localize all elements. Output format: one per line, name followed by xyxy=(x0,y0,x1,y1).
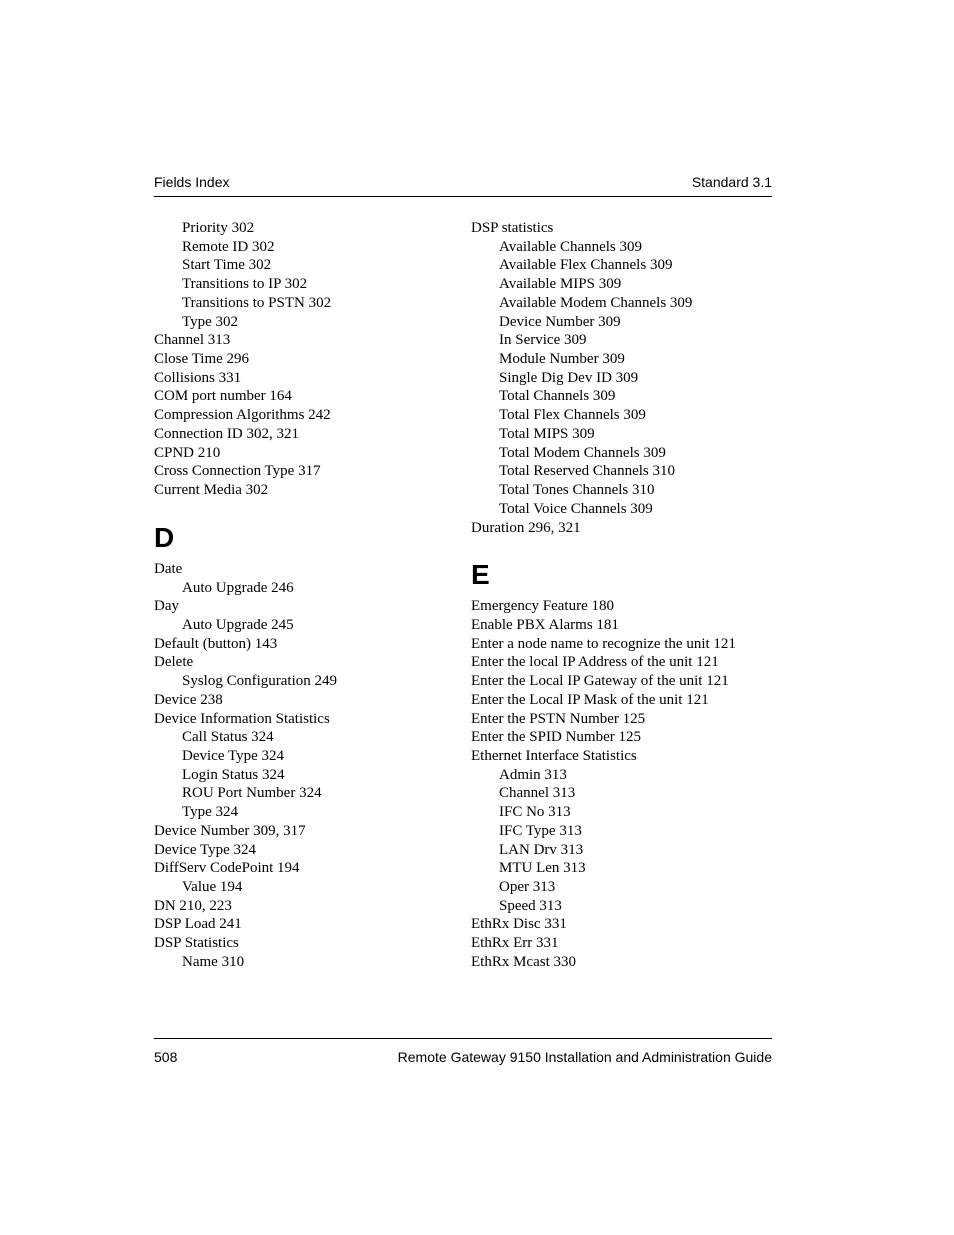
index-subentry: Total Reserved Channels 310 xyxy=(499,463,675,480)
index-subentry: Total Voice Channels 309 xyxy=(499,500,653,517)
index-subentry: Type 302 xyxy=(182,313,239,330)
index-entry: Day xyxy=(154,598,179,615)
index-subentry: Value 194 xyxy=(182,879,243,895)
index-entry: Channel 313 xyxy=(154,332,231,349)
index-subentry: LAN Drv 313 xyxy=(499,841,584,858)
index-subentry: Total Modem Channels 309 xyxy=(499,444,666,461)
index-subentry: In Service 309 xyxy=(499,332,587,349)
index-entry: DSP statistics xyxy=(471,220,554,236)
index-subentry: Available Modem Channels 309 xyxy=(499,294,693,311)
index-subentry: Syslog Configuration 249 xyxy=(182,673,338,690)
index-column-left xyxy=(154,219,454,972)
index-entry: Device Information Statistics xyxy=(154,710,330,727)
index-subentry: IFC No 313 xyxy=(499,804,571,821)
index-entry: Device 238 xyxy=(154,691,223,708)
index-entry: EthRx Disc 331 xyxy=(471,916,567,933)
index-subentry: Start Time 302 xyxy=(182,257,272,274)
index-subentry: Available Flex Channels 309 xyxy=(499,257,673,274)
index-entry: Enter the PSTN Number 125 xyxy=(471,710,646,727)
index-entry: Date xyxy=(154,560,183,577)
index-subentry: Total Flex Channels 309 xyxy=(499,407,646,424)
index-subentry: Type 324 xyxy=(182,804,239,821)
index-entry: Enable PBX Alarms 181 xyxy=(471,616,619,633)
index-entry: Device Number 309, 317 xyxy=(154,822,306,839)
index-entry: EthRx Err 331 xyxy=(471,935,559,952)
index-entry: CPND 210 xyxy=(154,444,221,461)
index-entry: Collisions 331 xyxy=(154,369,242,386)
index-subentry: Call Status 324 xyxy=(182,729,274,746)
index-subentry: Auto Upgrade 245 xyxy=(182,616,294,633)
index-entry: Emergency Feature 180 xyxy=(471,598,615,615)
index-entry: Enter the Local IP Mask of the unit 121 xyxy=(471,691,709,708)
index-subentry: Single Dig Dev ID 309 xyxy=(499,369,639,386)
index-entry: DiffServ CodePoint 194 xyxy=(154,860,300,877)
index-subentry: Oper 313 xyxy=(499,879,556,895)
index-subentry: Module Number 309 xyxy=(499,351,625,368)
index-subentry: Channel 313 xyxy=(499,785,576,802)
page-header xyxy=(154,174,772,197)
index-entry: COM port number 164 xyxy=(154,388,292,405)
index-subentry: Priority 302 xyxy=(182,220,255,236)
index-subentry: MTU Len 313 xyxy=(499,860,586,877)
index-entry: Close Time 296 xyxy=(154,351,250,368)
index-subentry: Remote ID 302 xyxy=(182,238,275,255)
page-footer xyxy=(154,1038,772,1065)
document-title: Remote Gateway 9150 Installation and Administration Guide xyxy=(397,1049,772,1065)
page-number: 508 xyxy=(154,1049,178,1065)
header-section-title: Fields Index xyxy=(154,174,230,190)
index-entry: Enter the SPID Number 125 xyxy=(471,729,641,746)
index-entry: Default (button) 143 xyxy=(154,635,278,652)
index-entry: Cross Connection Type 317 xyxy=(154,463,321,480)
index-entry: DSP Statistics xyxy=(154,935,239,952)
index-subentry: Available MIPS 309 xyxy=(499,276,622,293)
index-entry: Current Media 302 xyxy=(154,482,269,499)
index-subentry: Device Number 309 xyxy=(499,313,621,330)
index-subentry: Available Channels 309 xyxy=(499,238,643,255)
index-subentry: Transitions to PSTN 302 xyxy=(182,294,332,311)
index-subentry: Total Tones Channels 310 xyxy=(499,482,655,499)
index-entry: Delete xyxy=(154,654,194,671)
index-entry: Device Type 324 xyxy=(154,841,256,858)
index-entry: Connection ID 302, 321 xyxy=(154,425,299,442)
index-subentry: Auto Upgrade 246 xyxy=(182,579,294,596)
index-entry: Enter the local IP Address of the unit 121 xyxy=(471,654,719,671)
index-section-letter: E xyxy=(471,559,490,591)
index-entry: DN 210, 223 xyxy=(154,897,232,914)
index-subentry: Transitions to IP 302 xyxy=(182,276,308,293)
index-subentry: Login Status 324 xyxy=(182,766,285,783)
index-subentry: ROU Port Number 324 xyxy=(182,785,322,802)
index-subentry: Admin 313 xyxy=(499,766,567,783)
index-entry: Compression Algorithms 242 xyxy=(154,407,331,424)
index-section-letter: D xyxy=(154,521,175,553)
index-entry: DSP Load 241 xyxy=(154,916,242,933)
index-subentry: Device Type 324 xyxy=(182,747,284,764)
index-subentry: Speed 313 xyxy=(499,897,562,914)
index-column-right xyxy=(471,219,771,972)
index-subentry: IFC Type 313 xyxy=(499,822,582,839)
index-subentry: Total Channels 309 xyxy=(499,388,616,405)
index-entry: Duration 296, 321 xyxy=(471,519,581,536)
index-entry: Enter the Local IP Gateway of the unit 121 xyxy=(471,673,729,690)
index-subentry: Name 310 xyxy=(182,953,245,970)
index-entry: Ethernet Interface Statistics xyxy=(471,747,637,764)
index-entry: Enter a node name to recognize the unit 121 xyxy=(471,635,736,652)
index-entry: EthRx Mcast 330 xyxy=(471,953,576,970)
index-subentry: Total MIPS 309 xyxy=(499,425,595,442)
header-standard-version: Standard 3.1 xyxy=(691,174,772,190)
